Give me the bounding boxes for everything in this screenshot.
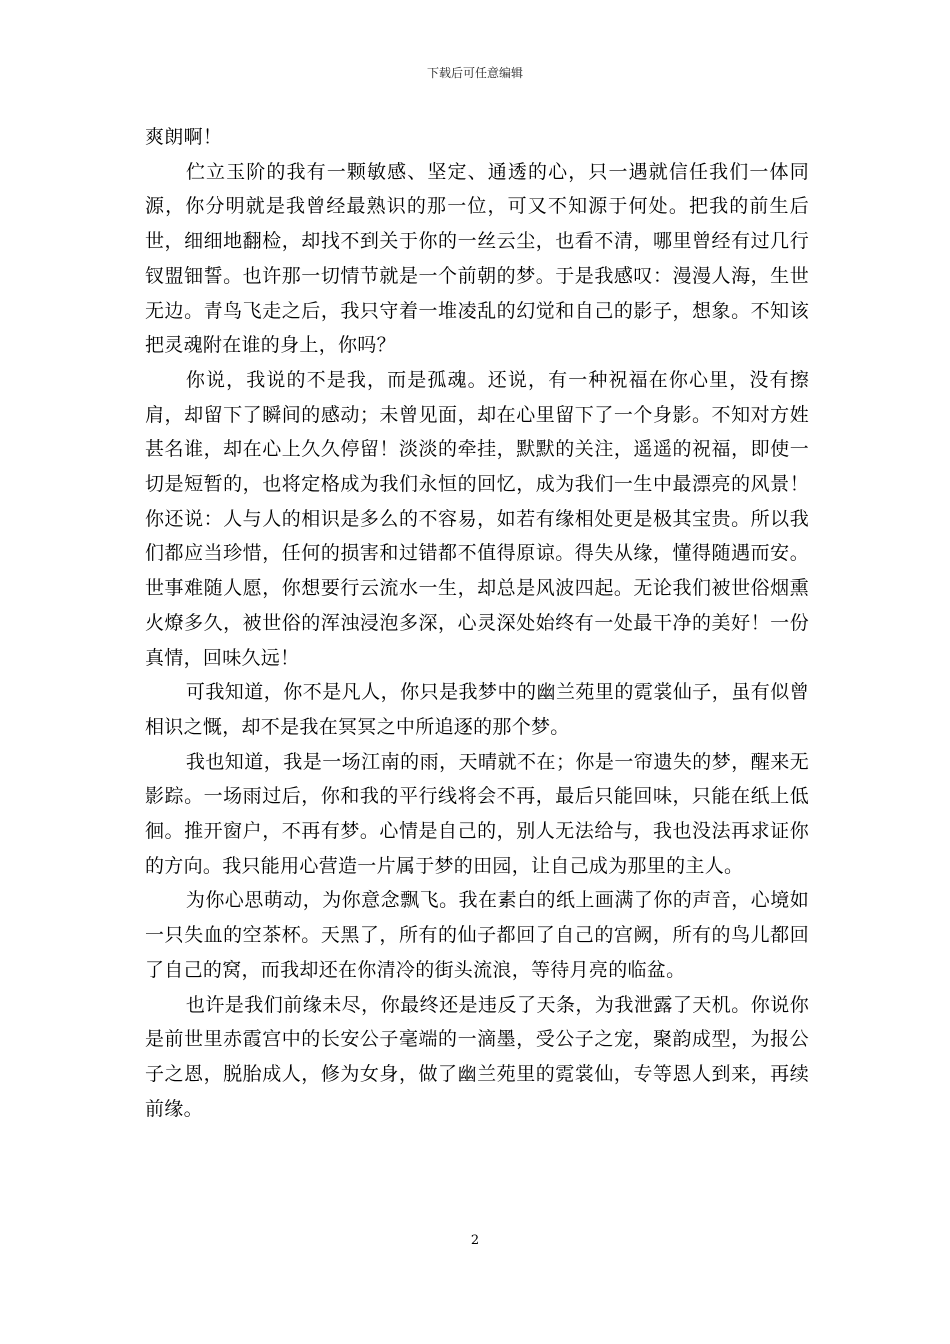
document-body bbox=[145, 120, 809, 1126]
paragraph-1: 爽朗啊！ bbox=[145, 126, 223, 148]
paragraph-6: 为你心思萌动，为你意念飘飞。我在素白的纸上画满了你的声音，心境如一只失血的空茶杯。天黑了，所有的仙子都回了自己的宫阙，所有的鸟儿都回了自己的窝，而我却还在你清冷的街头流浪，等待月亮的临盆。 bbox=[145, 889, 809, 981]
paragraph-2: 伫立玉阶的我有一颗敏感、坚定、通透的心，只一遇就信任我们一体同源，你分明就是我曾经最熟识的那一位，可又不知源于何处。把我的前生后世，细细地翻检，却找不到关于你的一丝云尘，也看不清，哪里曾经有过几行钗盟钿誓。也许那一切情节就是一个前朝的梦。于是我感叹：漫漫人海，生世无边。青鸟飞走之后，我只守着一堆凌乱的幻觉和自己的影子，想象。不知该把灵魂附在谁的身上，你吗？ bbox=[145, 160, 809, 357]
paragraph-4: 可我知道，你不是凡人，你只是我梦中的幽兰苑里的霓裳仙子，虽有似曾相识之慨，却不是我在冥冥之中所追逐的那个梦。 bbox=[145, 681, 809, 738]
paragraph-5: 我也知道，我是一场江南的雨，天晴就不在；你是一帘遗失的梦，醒来无影踪。一场雨过后，你和我的平行线将会不再，最后只能回味，只能在纸上低徊。推开窗户，不再有梦。心情是自己的，别人无法给与，我也没法再求证你的方向。我只能用心营造一片属于梦的田园，让自己成为那里的主人。 bbox=[145, 750, 809, 877]
page-number: 2 bbox=[470, 1233, 480, 1248]
paragraph-7: 也许是我们前缘未尽，你最终还是违反了天条，为我泄露了天机。你说你是前世里赤霞宫中的长安公子毫端的一滴墨，受公子之宠，聚韵成型，为报公子之恩，脱胎成人，修为女身，做了幽兰苑里的霓裳仙，专等恩人到来，再续前缘。 bbox=[145, 993, 809, 1120]
page-header: 下载后可任意编辑 bbox=[426, 66, 523, 80]
paragraph-3: 你说，我说的不是我，而是孤魂。还说，有一种祝福在你心里，没有擦肩，却留下了瞬间的感动；未曾见面，却在心里留下了一个身影。不知对方姓甚名谁，却在心上久久停留！淡淡的牵挂，默默的关注，遥遥的祝福，即使一切是短暂的，也将定格成为我们永恒的回忆，成为我们一生中最漂亮的风景！你还说：人与人的相识是多么的不容易，如若有缘相处更是极其宝贵。所以我们都应当珍惜，任何的损害和过错都不值得原谅。得失从缘，懂得随遇而安。世事难随人愿，你想要行云流水一生，却总是风波四起。无论我们被世俗烟熏火燎多久，被世俗的浑浊浸泡多深，心灵深处始终有一处最干净的美好！一份真情，回味久远！ bbox=[145, 368, 809, 669]
